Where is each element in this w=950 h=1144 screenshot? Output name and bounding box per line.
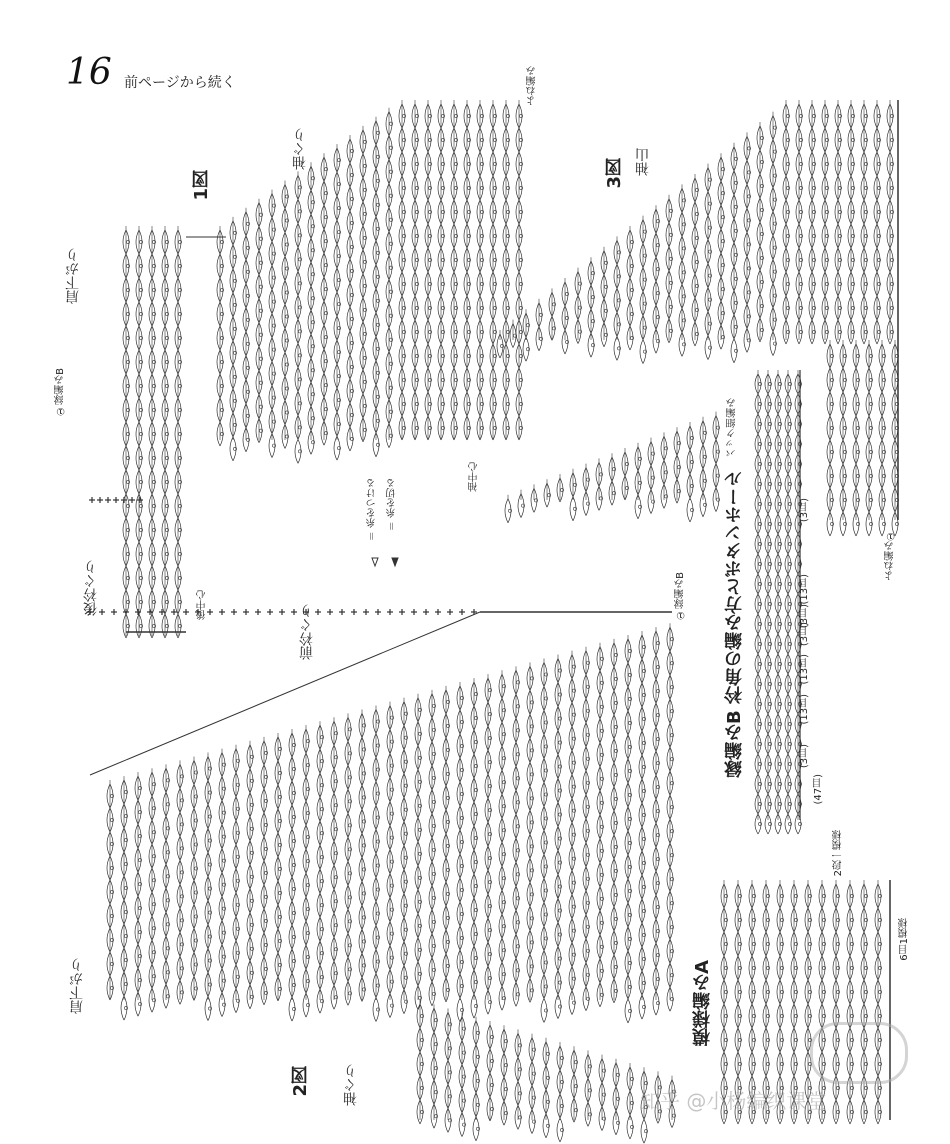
figure2-armhole-label: 袖ぐり [343, 1064, 359, 1106]
stitch-fan [289, 997, 295, 1021]
border-b-count: (3目) [799, 498, 810, 523]
figure1-armhole-label: 袖ぐり [292, 128, 308, 170]
pattern-a-repeat-stitches: 6目1模様 [899, 918, 910, 961]
border-b-back-stitch-label: バック細編み [727, 398, 738, 458]
figure1-neckline-label: 後衿ぐり [83, 560, 99, 616]
stitch-fan [230, 437, 236, 461]
figure3-chart-upper [497, 100, 894, 364]
stitch-fan [731, 339, 737, 363]
legend-attach-symbol [372, 558, 378, 566]
figure3-sleeve-cap-label: 袖山 [635, 148, 651, 176]
border-b-count: (13目) [799, 694, 810, 725]
legend-cut-symbol [392, 558, 398, 566]
border-b-count: (3目) [799, 744, 810, 769]
border-b-chart [755, 370, 802, 834]
border-b-count: (13目) [799, 654, 810, 685]
stitch-fan [641, 1119, 647, 1143]
figure3-ridge-start-label: よね編み① [885, 530, 896, 581]
figure2-title: 2図 [290, 1066, 311, 1097]
stitch-fan [373, 998, 379, 1022]
figure1-border-b-label: ①縁編みB [55, 368, 66, 416]
figure1-center-back-label: 後中心 [197, 590, 208, 620]
page-number: 16 [66, 52, 112, 93]
figure2-border-b-label: ①縁編みB [675, 572, 686, 620]
figure1-title: 1図 [191, 170, 212, 201]
figure1-chart-right [217, 100, 523, 463]
stitch-fan [625, 999, 631, 1023]
figure2-chart [107, 623, 674, 1023]
figure3-ridge-label: よね編み [527, 66, 538, 106]
figure2-shoulder-label: 肩下がり [69, 958, 85, 1014]
watermark-logo [810, 1022, 908, 1084]
stitch-fan [523, 337, 529, 361]
stitch-fan [295, 439, 301, 463]
border-b-count: (3目) [799, 604, 810, 629]
figure1-shoulder-label: 肩下がり [65, 248, 81, 304]
stitch-fan [570, 497, 576, 521]
figure3-chart-left [495, 412, 720, 523]
stitch-fan [205, 997, 211, 1021]
figure2-neck-slope [90, 612, 480, 775]
watermark: 知乎 @小杨编织课堂 [640, 1089, 827, 1113]
stitch-fan [557, 1118, 563, 1142]
stitch-fan [640, 340, 646, 364]
border-b-count: (47目) [813, 774, 824, 805]
legend-cut-yarn: ＝ 糸を切る [387, 478, 398, 532]
figure3-title: 3図 [604, 158, 625, 189]
border-b-title: 縁編みB 衿角の編み方とボタンホール [724, 470, 745, 778]
border-b-count: (3目) [799, 622, 810, 647]
border-b-count: (13目) [799, 574, 810, 605]
pattern-a-repeat-rows: 2段一模様 [833, 830, 844, 877]
figure2-front-neck-label: 前衿ぐり [299, 604, 315, 660]
stitch-fan [541, 998, 547, 1022]
legend-attach-yarn: ＝ 糸をつける [367, 478, 378, 542]
figure3-sleeve-center-label: 袖中心 [469, 462, 480, 492]
figure3-chart-lower [827, 340, 899, 536]
continued-from-previous-label: 前ページから続く [124, 75, 236, 91]
figure1-chart-left [123, 226, 182, 638]
stitch-fan [505, 499, 511, 523]
stitch-fan [687, 498, 693, 522]
pattern-a-title: 模様編みA [692, 960, 713, 1046]
stitch-fan [473, 1117, 479, 1141]
figure2-chart-lower [417, 1000, 676, 1143]
